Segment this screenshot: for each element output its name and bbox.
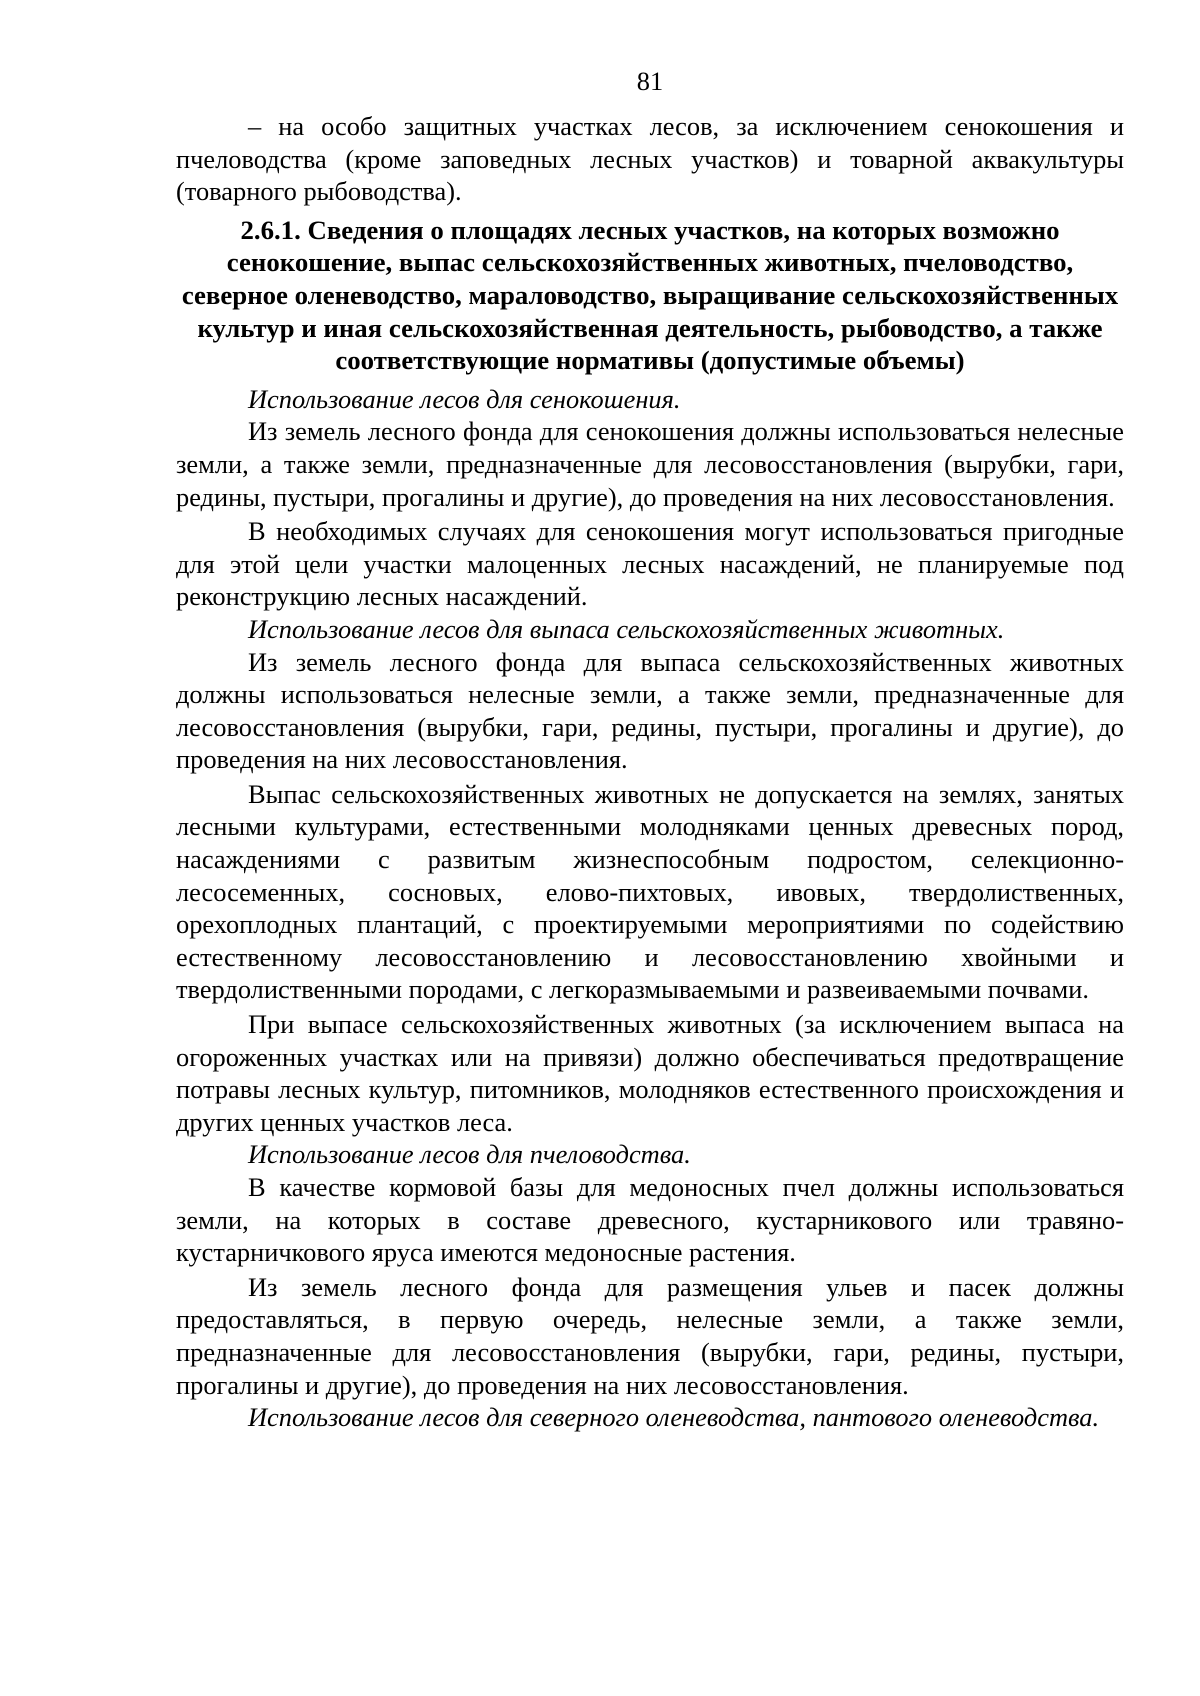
page-number: 81 (636, 66, 664, 96)
section-heading: 2.6.1. Сведения о площадях лесных участков, на которых возможно сенокошение, выпас сельскохозяйственных животных, пчеловодство, северное оленеводство, мараловодство, выращивание сельскохозяйственных культур и иная сельскохозяйственная деятельность, рыбоводство, а также соответствующие нормативы (допустимые объемы) (181, 214, 1119, 376)
subheading-reindeer: Использование лесов для северного оленеводства, пантового оленеводства. (248, 1402, 1100, 1433)
document-page (176, 66, 1124, 1434)
paragraph-haymaking-1: Из земель лесного фонда для сенокошения должны использоваться нелесные земли, а также земли, предназначенные для лесовосстановления (вырубки, гари, редины, пустыри, прогалины и другие), до проведения на них лесовосстановления. (176, 416, 1124, 512)
paragraph-beekeeping-2: Из земель лесного фонда для размещения ульев и пасек должны предоставляться, в первую очередь, нелесные земли, а также земли, предназначенные для лесовосстановления (вырубки, гари, редины, пустыри, прогалины и другие), до проведения на них лесовосстановления. (176, 1271, 1124, 1400)
subheading-grazing: Использование лесов для выпаса сельскохозяйственных животных. (248, 613, 1005, 644)
intro-paragraph: – на особо защитных участках лесов, за исключением сенокошения и пчеловодства (кроме заповедных лесных участков) и товарной аквакультуры (товарного рыбоводства). (176, 111, 1124, 207)
subheading-beekeeping: Использование лесов для пчеловодства. (248, 1139, 691, 1170)
subheading-haymaking: Использование лесов для сенокошения. (248, 383, 681, 414)
paragraph-grazing-1: Из земель лесного фонда для выпаса сельскохозяйственных животных должны использоваться нелесные земли, а также земли, предназначенные для лесовосстановления (вырубки, гари, редины, пустыри, прогалины и другие), до проведения на них лесовосстановления. (176, 646, 1124, 775)
paragraph-grazing-3: При выпасе сельскохозяйственных животных (за исключением выпаса на огороженных участках или на привязи) должно обеспечиваться предотвращение потравы лесных культур, питомников, молодняков естественного происхождения и других ценных участков леса. (176, 1009, 1124, 1137)
paragraph-grazing-2: Выпас сельскохозяйственных животных не допускается на землях, занятых лесными культурами, естественными молодняками ценных древесных пород, насаждениями с развитым жизнеспособным подростом, селекционно-лесосеменных, сосновых, елово-пихтовых, ивовых, твердолиственных, орехоплодных плантаций, с проектируемыми мероприятиями по содействию естественному лесовосстановлению и лесовосстановлению хвойными и твердолиственными породами, с легкоразмываемыми и развеиваемыми почвами. (176, 778, 1124, 1005)
paragraph-beekeeping-1: В качестве кормовой базы для медоносных пчел должны использоваться земли, на которых в составе древесного, кустарникового или травяно-кустарничкового яруса имеются медоносные растения. (176, 1172, 1124, 1268)
paragraph-haymaking-2: В необходимых случаях для сенокошения могут использоваться пригодные для этой цели участки малоценных лесных насаждений, не планируемые под реконструкцию лесных насаждений. (176, 516, 1124, 612)
